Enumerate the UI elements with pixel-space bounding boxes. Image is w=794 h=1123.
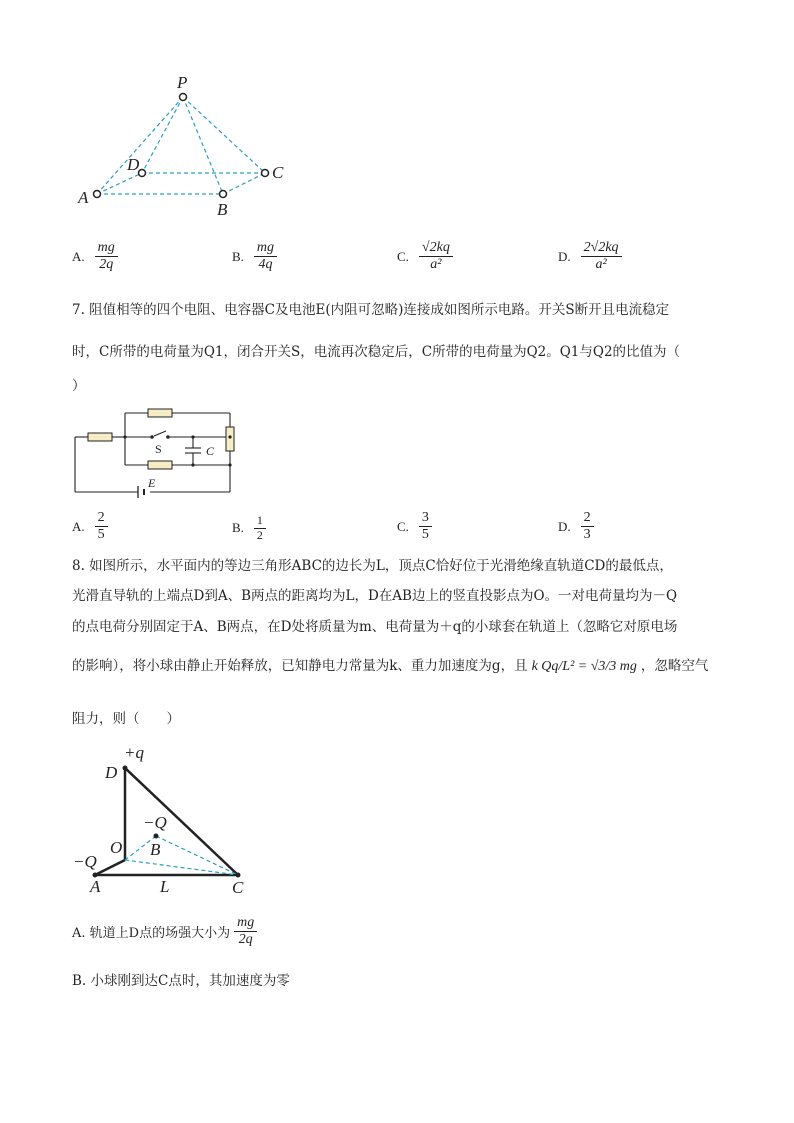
- q8-formula: k Qq/L² = √3/3 mg: [531, 659, 637, 674]
- q6-option-c-label: C.: [397, 248, 409, 264]
- point-d: [139, 170, 146, 177]
- q7-option-c[interactable]: [397, 510, 432, 543]
- q6-option-d-label: D.: [558, 248, 571, 264]
- point-b-8: [154, 834, 159, 839]
- point-b: [220, 191, 227, 198]
- label-minus-q-a: −Q: [73, 852, 97, 871]
- label-b: B: [217, 200, 228, 219]
- q6-option-a-fraction: $\frac{mg}{2q}$: [95, 240, 118, 273]
- q7-option-b[interactable]: [232, 514, 266, 543]
- resistor-right: [226, 427, 234, 451]
- label-plus-q: +q: [124, 743, 144, 762]
- q8-line-5: 阻力，则（ ）: [72, 711, 180, 727]
- label-a: A: [78, 188, 89, 207]
- rail-dc: [125, 768, 238, 875]
- label-p: P: [177, 73, 188, 92]
- q6-option-b-label: B.: [232, 248, 244, 264]
- q7-line-3: ）: [72, 378, 86, 394]
- edge-pd: [142, 97, 183, 173]
- q8-option-a-text: A. 轨道上D点的场强大小为: [72, 926, 231, 942]
- triangle-figure: [70, 740, 260, 900]
- q8-option-a[interactable]: [72, 915, 257, 948]
- label-minus-q-b: −Q: [143, 813, 167, 832]
- edge-pb: [183, 97, 223, 194]
- point-c: [262, 170, 269, 177]
- q8-line-4-end: ，忽略空气: [640, 658, 709, 675]
- q8-option-b[interactable]: B. 小球刚到达C点时，其加速度为零: [72, 973, 290, 989]
- label-d: D: [127, 155, 140, 174]
- q6-option-b[interactable]: [232, 240, 277, 273]
- q6-option-c[interactable]: [397, 240, 453, 273]
- q7-option-b-fraction: $\frac{1}{2}$: [254, 514, 266, 543]
- edge-pc: [183, 97, 265, 173]
- label-b-8: B: [150, 840, 161, 859]
- capacitor-label: C: [206, 444, 215, 458]
- q6-option-d-fraction: $\frac{2√2kq}{\text{a²}}$: [581, 240, 622, 273]
- q7-option-c-fraction: $\frac{3}{5}$: [419, 510, 432, 543]
- q7-option-d[interactable]: [558, 510, 594, 543]
- edge-pa: [97, 97, 183, 194]
- point-d-8: [123, 766, 128, 771]
- label-c-8: C: [232, 878, 244, 897]
- resistor-top: [148, 409, 172, 417]
- q8-line-4: [72, 660, 722, 674]
- q6-option-a[interactable]: [72, 240, 118, 273]
- q8-line-2: 光滑直导轨的上端点D到A、B两点的距离均为L，D在AB边上的竖直投影点为O。一对电荷量均为－Q: [72, 588, 678, 604]
- q7-option-c-label: C.: [397, 518, 409, 534]
- q8-line-1: 8. 如图所示，水平面内的等边三角形ABC的边长为L，顶点C恰好位于光滑绝缘直轨道CD的最低点，: [72, 558, 673, 574]
- q7-line-1: 7. 阻值相等的四个电阻、电容器C及电池E(内阻可忽略)连接成如图所示电路。开关S断开且电流稳定: [72, 302, 670, 318]
- q8-option-a-fraction: $\frac{mg}{2q}$: [234, 915, 257, 948]
- pyramid-figure: [70, 70, 300, 220]
- q8-line-3: 的点电荷分别固定于A、B两点，在D处将质量为m、电荷量为＋q的小球套在轨道上（忽略它对原电场: [72, 619, 678, 635]
- q8-line-4-start: 的影响），将小球由静止开始释放，已知静电力常量为k、重力加速度为g，且: [72, 658, 528, 675]
- edge-ad: [97, 173, 142, 194]
- point-a: [94, 191, 101, 198]
- q7-option-a[interactable]: [72, 510, 108, 543]
- q6-option-a-label: A.: [72, 248, 85, 264]
- switch-label: S: [155, 442, 162, 456]
- q7-option-d-label: D.: [558, 518, 571, 534]
- label-d-8: D: [105, 763, 118, 782]
- label-l-8: L: [160, 877, 170, 896]
- q6-option-d[interactable]: [558, 240, 622, 273]
- label-o-8: O: [110, 838, 123, 857]
- q7-option-a-label: A.: [72, 518, 85, 534]
- edge-ao: [95, 860, 125, 875]
- label-c: C: [272, 163, 284, 182]
- label-a-8: A: [90, 877, 101, 896]
- q6-option-b-fraction: $\frac{mg}{4q}$: [254, 240, 277, 273]
- q7-option-b-label: B.: [232, 520, 244, 536]
- q6-option-c-fraction: $\frac{√2kq}{\text{a²}}$: [419, 240, 453, 273]
- battery-label: E: [148, 476, 156, 490]
- resistor-left: [88, 433, 112, 441]
- edge-bc: [223, 173, 265, 194]
- circuit-diagram: [70, 405, 240, 500]
- q7-option-a-fraction: $\frac{2}{5}$: [95, 510, 108, 543]
- point-p: [180, 94, 187, 101]
- point-c-8: [236, 873, 241, 878]
- q7-option-d-fraction: $\frac{2}{3}$: [581, 510, 594, 543]
- resistor-bottom: [148, 461, 172, 469]
- q7-line-2: 时，C所带的电荷量为Q1，闭合开关S，电流再次稳定后，C所带的电荷量为Q2。Q1与Q2的比值为（: [72, 344, 681, 360]
